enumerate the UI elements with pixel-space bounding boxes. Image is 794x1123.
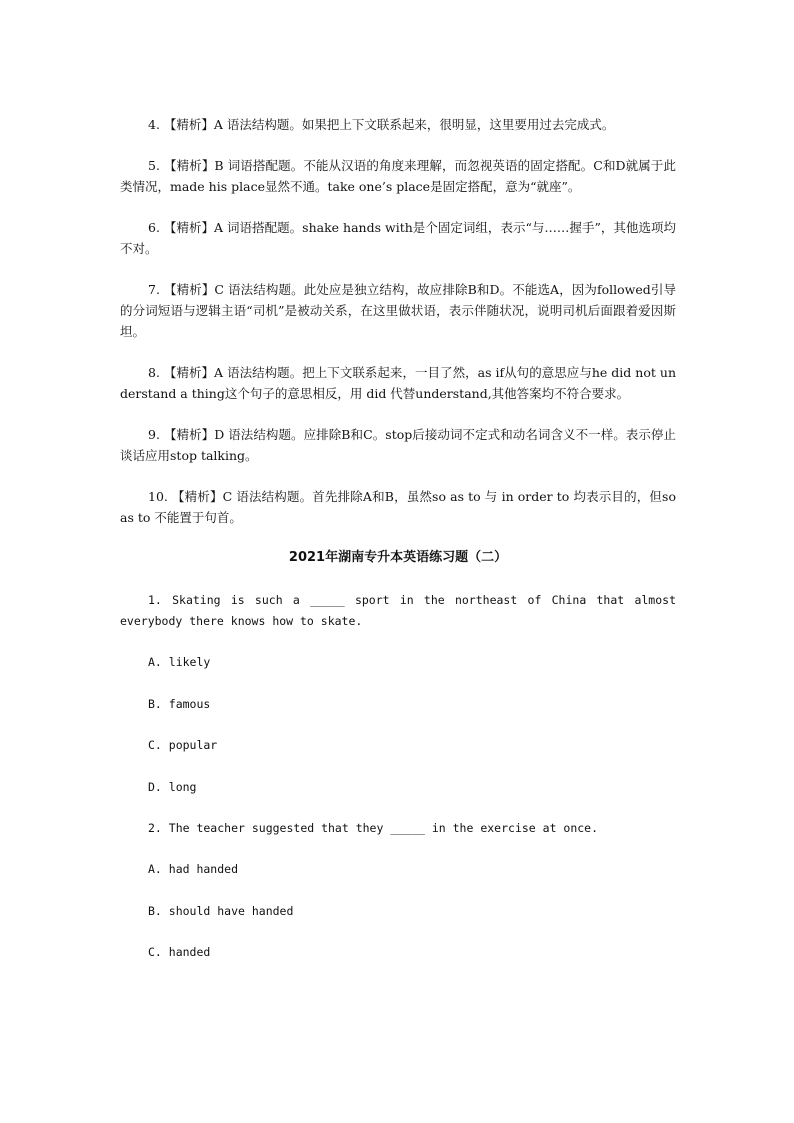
question-1-option-b: B. famous	[148, 696, 211, 711]
answer-explanation-9: 9. 【精析】D 语法结构题。应排除B和C。stop后接动词不定式和动名词含义不一样。表示停止谈话应用stop talking。	[120, 427, 676, 463]
document-page	[120, 114, 676, 984]
question-1-option-d: D. long	[148, 779, 197, 794]
answer-explanation-7: 7. 【精析】C 语法结构题。此处应是独立结构，故应排除B和D。不能选A，因为followed引导的分词短语与逻辑主语“司机”是被动关系，在这里做状语，表示伴随状况，说明司机后面跟着爱因斯坦。	[120, 282, 676, 339]
question-2-stem: 2. The teacher suggested that they _____ in the exercise at once.	[148, 821, 599, 835]
question-2-option-c: C. handed	[148, 945, 211, 959]
question-2-option-b: B. should have handed	[148, 903, 294, 918]
question-1-option-c: C. popular	[148, 738, 218, 752]
question-1-stem: 1. Skating is such a _____ sport in the northeast of China that almost everybody there knows how to skate.	[120, 593, 676, 628]
section-title: 2021年湖南专升本英语练习题（二）	[288, 550, 508, 565]
question-2-option-a: A. had handed	[148, 862, 239, 876]
question-1-option-a: A. likely	[148, 655, 211, 669]
answer-explanation-4: 4. 【精析】A 语法结构题。如果把上下文联系起来，很明显，这里要用过去完成式。	[148, 117, 615, 132]
answer-explanation-6: 6. 【精析】A 词语搭配题。shake hands with是个固定词组，表示“与……握手”，其他选项均不对。	[120, 220, 676, 256]
answer-explanation-10: 10. 【精析】C 语法结构题。首先排除A和B，虽然so as to 与 in order to 均表示目的，但so as to 不能置于句首。	[120, 489, 676, 525]
answer-explanation-8: 8. 【精析】A 语法结构题。把上下文联系起来，一目了然，as if从句的意思应与he did not understand a thing这个句子的意思相反，用 did 代替understand,其他答案均不符合要求。	[120, 365, 676, 401]
answer-explanation-5: 5. 【精析】B 词语搭配题。不能从汉语的角度来理解，而忽视英语的固定搭配。C和D就属于此类情况，made his place显然不通。take one’s place是固定搭配，意为“就座”。	[120, 158, 676, 194]
